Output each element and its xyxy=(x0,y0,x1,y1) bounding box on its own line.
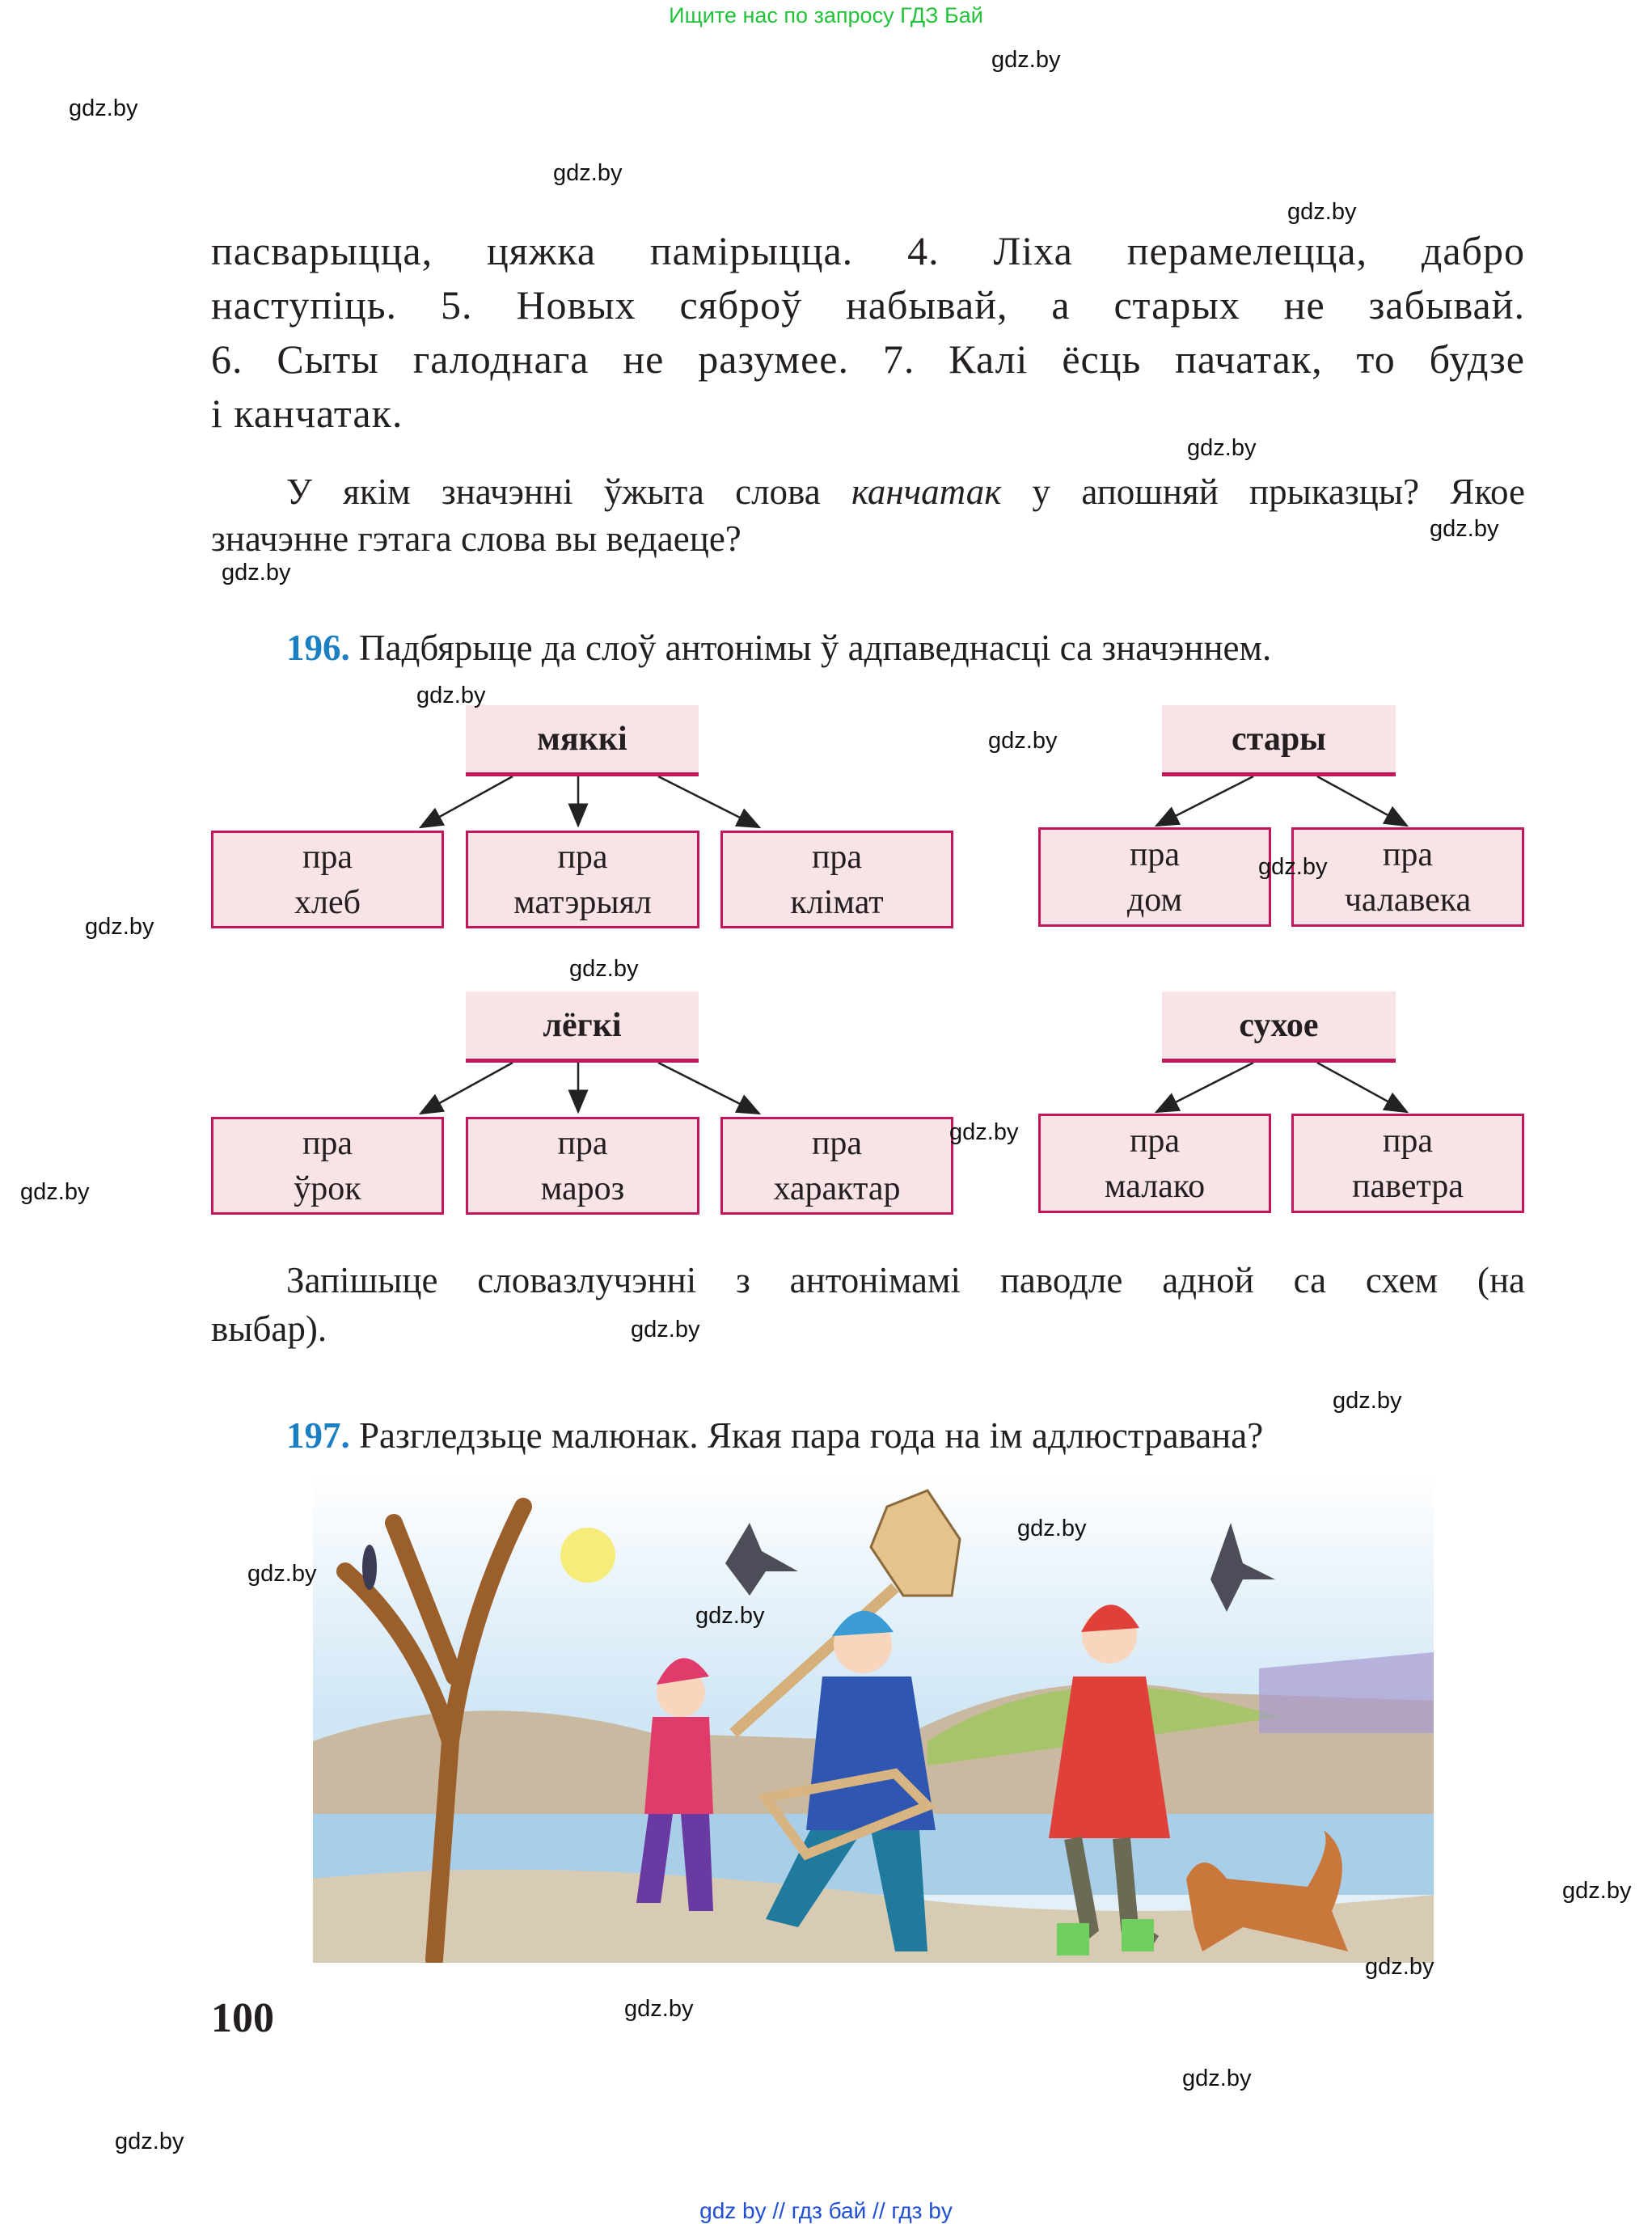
proverbs-line: пасварыцца, цяжка памірыцца. 4. Ліха перамелецца, дабро xyxy=(211,228,1525,273)
watermark: gdz.by xyxy=(1430,516,1499,542)
exercise-number: 196. xyxy=(286,628,350,668)
watermark: gdz.by xyxy=(69,95,138,121)
item-noun: матэрыял xyxy=(513,883,652,921)
item-prep: пра xyxy=(1382,1122,1434,1160)
footer-links[interactable]: gdz by // гдз бай // гдз by xyxy=(699,2198,953,2223)
watermark: gdz.by xyxy=(631,1317,700,1342)
item-prep: пра xyxy=(1382,835,1434,873)
item-prep: пра xyxy=(557,1124,608,1162)
watermark: gdz.by xyxy=(247,1561,317,1587)
search-hint[interactable]: Ищите нас по запросу ГДЗ Бай xyxy=(669,3,983,27)
watermark: gdz.by xyxy=(115,2129,184,2154)
watermark: gdz.by xyxy=(695,1603,765,1629)
scheme-word: мяккі xyxy=(466,705,699,776)
watermark: gdz.by xyxy=(1187,435,1257,461)
exercise-196-heading xyxy=(286,625,1600,670)
arrow xyxy=(1156,776,1253,826)
watermark: gdz.by xyxy=(569,956,639,982)
watermark: gdz.by xyxy=(1333,1388,1402,1414)
exercise-number: 197. xyxy=(286,1415,350,1456)
task-line: Запішыце словазлучэнні з антонімамі паводле адной са схем (на xyxy=(286,1260,1525,1300)
watermark: gdz.by xyxy=(85,914,154,940)
arrow xyxy=(420,1063,513,1114)
watermark: gdz.by xyxy=(1182,2065,1252,2091)
watermark: gdz.by xyxy=(1287,199,1357,225)
watermark: gdz.by xyxy=(949,1119,1019,1145)
crow-icon xyxy=(362,1545,377,1590)
exercise-text: Разгледзьце малюнак. Якая пара года на ім адлюстравана? xyxy=(359,1415,1264,1456)
watermark: gdz.by xyxy=(1562,1878,1632,1904)
page-number: 100 xyxy=(211,1995,274,2041)
arrow xyxy=(1317,1063,1407,1112)
question-text: у апошняй прыказцы? Якое xyxy=(1001,471,1525,512)
spring-illustration xyxy=(313,1474,1434,1963)
scheme-item xyxy=(466,831,699,928)
scheme-item xyxy=(211,831,444,928)
scheme-item xyxy=(466,1117,699,1215)
proverbs-line: і канчатак. xyxy=(211,391,403,436)
sun-icon xyxy=(560,1528,615,1583)
scheme-item xyxy=(211,1117,444,1215)
child-jacket xyxy=(644,1717,713,1814)
scheme-word: стары xyxy=(1162,705,1396,776)
item-noun: хлеб xyxy=(294,883,361,921)
girl-boot xyxy=(1122,1919,1154,1951)
item-prep: пра xyxy=(1129,835,1181,873)
item-noun: ўрок xyxy=(294,1169,361,1207)
scheme-word: сухое xyxy=(1162,991,1396,1063)
scheme-word: лёгкі xyxy=(466,991,699,1063)
proverbs-line: наступіць. 5. Новых сяброў набывай, а старых не забывай. xyxy=(211,282,1525,328)
question-line: значэнне гэтага слова вы ведаеце? xyxy=(211,518,741,559)
question-keyword: канчатак xyxy=(851,471,1002,512)
arrow xyxy=(420,776,513,827)
item-prep: пра xyxy=(811,1124,863,1162)
scheme-item xyxy=(1038,1114,1271,1213)
arrow xyxy=(658,776,759,827)
item-noun: клімат xyxy=(790,883,884,921)
watermark: gdz.by xyxy=(1017,1516,1087,1541)
girl-boot xyxy=(1057,1923,1089,1956)
exercise-197-heading xyxy=(286,1413,1600,1458)
scheme-item xyxy=(720,831,953,928)
watermark: gdz.by xyxy=(624,1996,694,2022)
item-noun: характар xyxy=(773,1169,901,1207)
watermark: gdz.by xyxy=(1258,854,1328,880)
watermark: gdz.by xyxy=(222,560,291,586)
item-noun: дом xyxy=(1126,881,1183,919)
item-prep: пра xyxy=(302,1124,353,1162)
item-noun: чалавека xyxy=(1344,881,1472,919)
item-prep: пра xyxy=(302,838,353,876)
arrow xyxy=(1156,1063,1253,1112)
item-prep: пра xyxy=(811,838,863,876)
watermark: gdz.by xyxy=(416,683,486,708)
watermark: gdz.by xyxy=(1365,1954,1434,1980)
watermark: gdz.by xyxy=(991,47,1061,73)
scheme-item xyxy=(1038,827,1271,927)
watermark: gdz.by xyxy=(553,160,623,186)
task-line: выбар). xyxy=(211,1309,327,1349)
scheme-item xyxy=(1291,1114,1524,1213)
arrow xyxy=(1317,776,1407,826)
exercise-text: Падбярыце да слоў антонімы ў адпаведнасці са значэннем. xyxy=(359,628,1272,668)
item-noun: паветра xyxy=(1352,1167,1464,1205)
watermark: gdz.by xyxy=(988,728,1058,754)
question-text: У якім значэнні ўжыта слова xyxy=(286,471,851,512)
scheme-item xyxy=(720,1117,953,1215)
question-line xyxy=(286,469,1525,514)
item-prep: пра xyxy=(557,838,608,876)
item-prep: пра xyxy=(1129,1122,1181,1160)
item-noun: малако xyxy=(1104,1167,1206,1205)
watermark: gdz.by xyxy=(20,1179,90,1205)
arrow xyxy=(658,1063,759,1114)
proverbs-line: 6. Сыты галоднага не разумее. 7. Калі ёсць пачатак, то будзе xyxy=(211,336,1525,382)
item-noun: мароз xyxy=(540,1169,625,1207)
